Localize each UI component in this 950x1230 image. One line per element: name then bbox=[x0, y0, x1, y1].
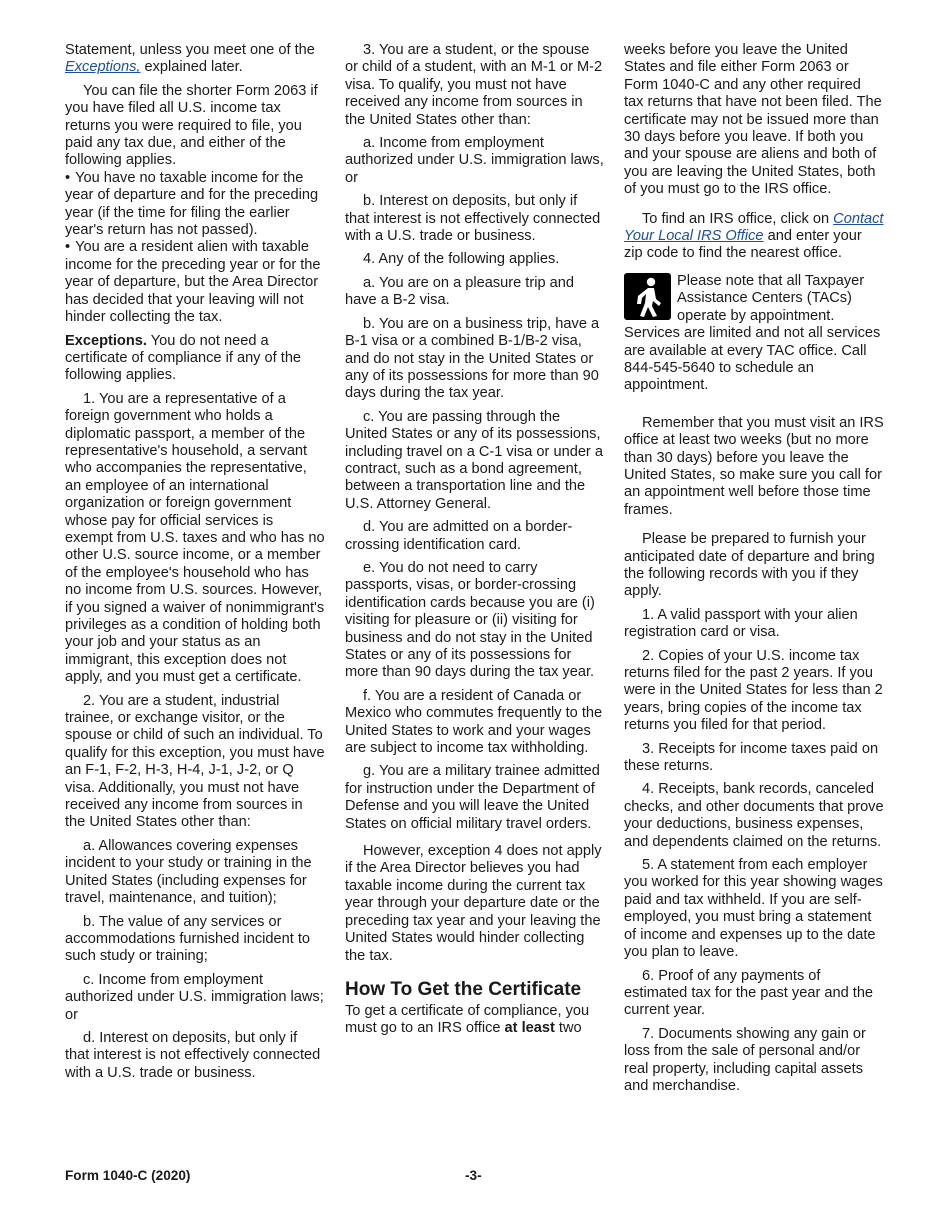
paragraph-prepare: Please be prepared to furnish your anticipated date of departure and bring the following records with you if they apply. bbox=[624, 531, 875, 600]
exception-4e: e. You do not need to carry passports, visas, or border-crossing identification cards because you are (i) visiting for pleasure or (ii) visiting for business and do not stay in the United States or any of its possessions for more than 90 days during the tax year. bbox=[345, 559, 595, 681]
column-middle bbox=[345, 42, 605, 1044]
exception-4a: a. You are on a pleasure trip and have a B-2 visa. bbox=[345, 274, 574, 309]
exception-2: 2. You are a student, industrial trainee, or exchange visitor, or the spouse or child of such an individual. To qualify for this exception, you must have an F-1, F-2, H-3, H-4, J-1, J-2, or Q visa. Additionally, you must not have received any income from sources in the United States other than: bbox=[65, 692, 325, 831]
exceptions-heading: Exceptions. bbox=[65, 332, 147, 349]
paragraph-form-2063: You can file the shorter Form 2063 if you have filed all U.S. income tax returns you were required to file, you paid any tax due, and either of the following applies. bbox=[65, 82, 318, 169]
record-3: 3. Receipts for income taxes paid on these returns. bbox=[624, 740, 879, 775]
exception-2b: b. The value of any services or accommodations furnished incident to such study or training; bbox=[65, 913, 310, 965]
paragraph-intro bbox=[65, 42, 325, 77]
paragraph-however: However, exception 4 does not apply if the Area Director believes you had taxable income during the current tax year through your departure date or the preceding tax year and your leaving the United States would hinder collecting the tax. bbox=[345, 843, 602, 964]
contact-irs-office-link[interactable]: Contact Your Local IRS Office bbox=[624, 210, 884, 245]
exception-1: 1. You are a representative of a foreign government who holds a diplomatic passport, a member of the representative's household, a servant who accompanies the representative, an employee of an international organization or foreign government whose pay for official services is exempt from U.S. taxes and who has no other U.S. source income, or a member of the employee's household who has no income from U.S. sources. However, if you signed a waiver of nonimmigrant's privileges as a condition of holding both your job and your status as an immigrant, this exception does not apply, and you must get a certificate. bbox=[65, 390, 325, 686]
exception-4b: b. You are on a business trip, have a B-1 visa or a combined B-1/B-2 visa, and do not stay in the United States or any of its possessions for more than 90 days during the tax year. bbox=[345, 315, 600, 402]
walking-person-icon bbox=[624, 273, 671, 320]
find-office-text: To find an IRS office, click on bbox=[642, 210, 834, 227]
record-6: 6. Proof of any payments of estimated tax for the past year and the current year. bbox=[624, 967, 874, 1019]
exception-3a: a. Income from employment authorized under U.S. immigration laws, or bbox=[345, 135, 604, 186]
exception-4g: g. You are a military trainee admitted for instruction under the Department of Defense and you will leave the United States on official military travel orders. bbox=[345, 763, 600, 832]
record-2: 2. Copies of your U.S. income tax returns filed for the past 2 years. If you were in the United States for less than 2 years, bring copies of the income tax returns you filed for that period. bbox=[624, 647, 883, 734]
exception-2a: a. Allowances covering expenses incident to your study or training in the United States (including expenses for travel, maintenance, and tuition); bbox=[65, 837, 312, 907]
get-certificate-text: To get a certificate of compliance, you must go to an IRS office bbox=[345, 1002, 590, 1037]
footer-form-name: Form 1040-C (2020) bbox=[65, 1168, 191, 1183]
exception-4c: c. You are passing through the United States or any of its possessions, including travel on a C-1 visa or under a contract, such as a bond agreement, between a transportation line and the U.S. Attorney General. bbox=[345, 408, 603, 512]
caution-text: Please note that all Taxpayer Assistance Centers (TACs) operate by appointment. Services are limited and not all services are available at every TAC office. Call 844-545-5640 to schedule an appointment. bbox=[624, 272, 881, 394]
exceptions-text: You do not need a certificate of compliance if any of the following applies. bbox=[65, 332, 302, 384]
column-left bbox=[65, 42, 325, 1088]
column-right bbox=[624, 42, 884, 1101]
paragraph-remember: Remember that you must visit an IRS office at least two weeks (but no more than 30 days) before you leave the United States, so make sure you call for an appointment well before those time frames. bbox=[624, 414, 884, 518]
exception-2c: c. Income from employment authorized under U.S. immigration laws; or bbox=[65, 971, 324, 1023]
footer-page-number: -3- bbox=[465, 1168, 482, 1183]
get-certificate-text-end: two bbox=[554, 1020, 582, 1037]
paragraph-find-office bbox=[624, 211, 884, 263]
paragraph-continued: weeks before you leave the United States and file either Form 2063 or Form 1040-C and any other required tax returns that have not been filed. The certificate may not be issued more than 30 days before you leave. If both you and your spouse are aliens and both of you are leaving the United States, both of you must go to the IRS office. bbox=[624, 42, 882, 198]
record-1: 1. A valid passport with your alien registration card or visa. bbox=[624, 606, 858, 641]
find-office-text-end: and enter your zip code to find the nearest office. bbox=[624, 228, 862, 262]
get-certificate-bold: at least bbox=[504, 1020, 555, 1037]
exception-2d: d. Interest on deposits, but only if that interest is not effectively connected with a U.S. trade or business. bbox=[65, 1029, 321, 1081]
record-7: 7. Documents showing any gain or loss from the sale of personal and/or real property, including capital assets and merchandise. bbox=[624, 1025, 866, 1094]
paragraph-exceptions bbox=[65, 333, 325, 385]
bullet-resident-alien: • You are a resident alien with taxable income for the preceding year or for the year of departure, but the Area Director has decided that your leaving will not hinder collecting the tax. bbox=[65, 239, 325, 326]
record-5: 5. A statement from each employer you worked for this year showing wages paid and tax withheld. If you are self-employed, you must bring a statement of income and expenses up to the date you plan to leave. bbox=[624, 857, 883, 961]
intro-text: Statement, unless you meet one of the bbox=[65, 42, 315, 58]
exceptions-link[interactable]: Exceptions, bbox=[65, 59, 141, 76]
bullet-no-taxable-income: • You have no taxable income for the year of departure and for the preceding year (if the time for filing the earlier year's return has not passed). bbox=[65, 170, 325, 240]
paragraph-get-certificate bbox=[345, 1003, 605, 1038]
exception-4: 4. Any of the following applies. bbox=[363, 251, 560, 268]
intro-text-end: explained later. bbox=[140, 59, 243, 76]
exception-4f: f. You are a resident of Canada or Mexico who commutes frequently to the United States to work and your wages are subject to income tax withholding. bbox=[345, 687, 603, 757]
exception-4d: d. You are admitted on a border-crossing identification card. bbox=[345, 519, 573, 553]
exception-3b: b. Interest on deposits, but only if that interest is not effectively connected with a U.S. trade or business. bbox=[345, 193, 601, 245]
section-heading-get-certificate: How To Get the Certificate bbox=[345, 978, 582, 1000]
caution-note bbox=[624, 273, 884, 395]
exception-3: 3. You are a student, or the spouse or child of a student, with an M-1 or M-2 visa. To qualify, you must not have received any income from sources in the United States other than: bbox=[345, 42, 603, 128]
record-4: 4. Receipts, bank records, canceled checks, and other documents that prove your deductions, business expenses, and dependents claimed on the returns. bbox=[624, 781, 884, 850]
